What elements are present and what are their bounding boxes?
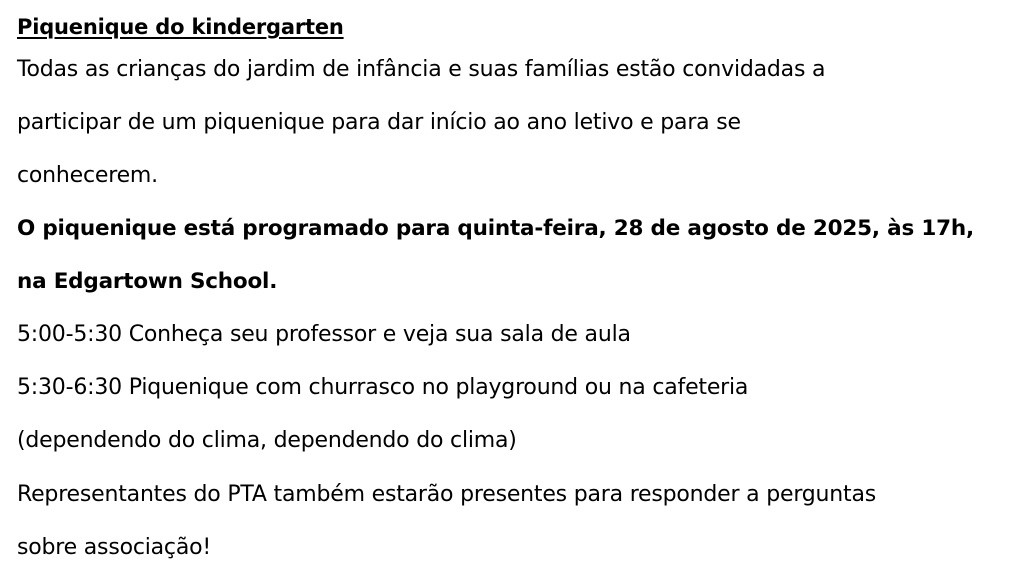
schedule-item-picnic: 5:30-6:30 Piquenique com churrasco no playground ou na cafeteria: [17, 375, 749, 400]
schedule-announcement-line-2: na Edgartown School.: [17, 269, 278, 294]
schedule-item-meet-teacher: 5:00-5:30 Conheça seu professor e veja sua sala de aula: [17, 322, 631, 347]
intro-line-1: Todas as crianças do jardim de infância e suas famílias estão convidadas a: [17, 57, 826, 82]
intro-line-3: conhecerem.: [17, 163, 158, 188]
pta-note-line-1: Representantes do PTA também estarão presentes para responder a perguntas: [17, 482, 877, 507]
intro-line-2: participar de um piquenique para dar início ao ano letivo e para se: [17, 110, 741, 135]
pta-note-line-2: sobre associação!: [17, 535, 211, 560]
weather-note: (dependendo do clima, dependendo do clima): [17, 428, 517, 453]
document-title: Piquenique do kindergarten: [17, 15, 344, 39]
schedule-announcement-line-1: O piquenique está programado para quinta-feira, 28 de agosto de 2025, às 17h,: [17, 216, 974, 241]
